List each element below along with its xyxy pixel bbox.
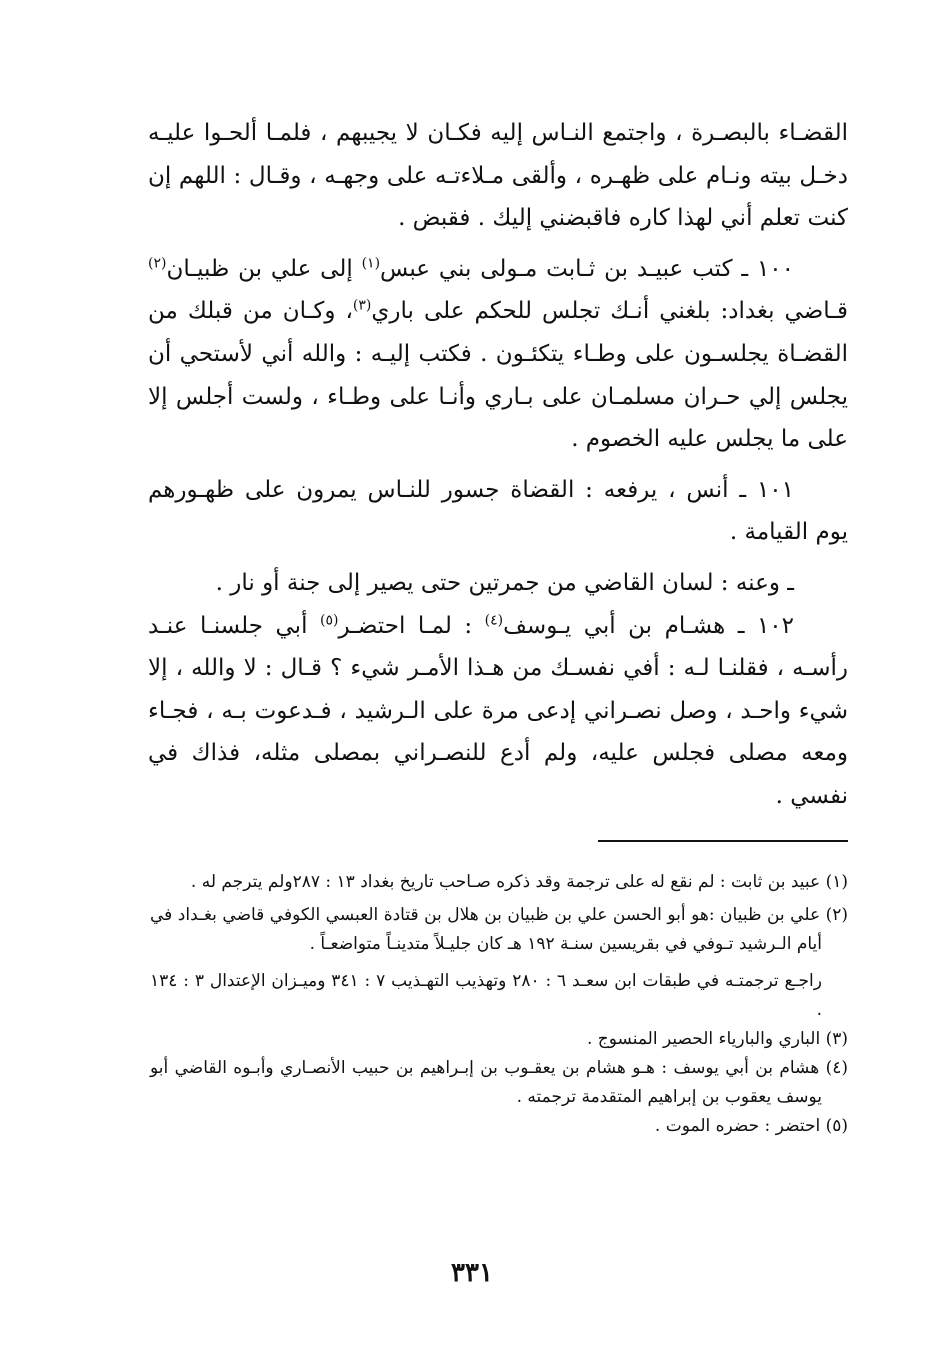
paragraph-continuation: القضـاء بالبصـرة ، واجتمع النـاس إليه فكـان لا يجيبهم ، فلمـا ألحـوا عليـه دخـل بيته ونـام على ظهـره ، وألقى مـلاءتـه على وجهـه ، وقـال : اللهم إن كنت تعلم أني لهذا كاره فاقبضني إليك . فقبض .	[148, 120, 848, 232]
footnote-ref-1[interactable]: (١)	[361, 255, 381, 272]
paragraph-100-part-d: ، وكـان من قبلك من القضـاة يجلسـون على وطـاء يتكئـون . فكتب إليـه : والله أني لأستحي أن يجلس إلي حـران مسلمـان على بـاري وأنـا على وطـاء ، ولست أجلس إلا على ما يجلس عليه الخصوم .	[148, 298, 848, 453]
footnote-5-text: (٥) احتضر : حضره الموت .	[654, 1116, 848, 1136]
page-number: ٣٣١	[451, 1258, 493, 1288]
footnote-1	[150, 868, 848, 897]
footnote-3-text: (٣) الباري والبارياء الحصير المنسوج .	[586, 1029, 848, 1049]
paragraph-101: ١٠١ ـ أنس ، يرفعه : القضاة جسور للنـاس يمرون على ظهـورهم يوم القيامة .	[148, 476, 848, 546]
footnote-ref-2[interactable]: (٢)	[148, 255, 167, 272]
footnote-4	[150, 1054, 848, 1112]
paragraph-102	[148, 605, 848, 818]
paragraph-102-part-a: ١٠٢ ـ هشـام بن أبي يـوسف	[503, 612, 795, 639]
paragraph-wa-anhu: ـ وعنه : لسان القاضي من جمرتين حتى يصير إلى جنة أو نار .	[215, 569, 794, 596]
paragraph-100-part-c: قـاضي بغداد: بلغني أنـك تجلس للحكم على باري	[371, 298, 848, 325]
footnotes	[150, 868, 848, 1141]
paragraph-100-part-a: ١٠٠ ـ كتب عبيـد بن ثـابت مـولى بني عبس	[380, 255, 794, 282]
paragraph-100	[148, 248, 848, 461]
footnote-5	[150, 1112, 848, 1141]
footnote-2-references: راجـع ترجمتـه في طبقات ابن سعـد ٦ : ٢٨٠ وتهذيب التهـذيب ٧ : ٣٤١ وميـزان الإعتدال ٣ : ١٣٤ .	[150, 971, 822, 1020]
main-text	[148, 112, 848, 818]
footnote-1-text: (١) عبيد بن ثابت : لم نقع له على ترجمة وقد ذكره صـاحب تاريخ بغداد ١٣ : ٢٨٧ولم يترجم له .	[190, 872, 848, 892]
paragraph-100-part-b: إلى علي بن ظبيـان	[166, 255, 362, 282]
footnote-separator	[598, 840, 848, 842]
paragraph-102-part-c: أبي جلسنـا عنـد رأسـه ، فقلنـا لـه : أفي نفسـك من هـذا الأمـر شيء ؟ قـال : لا والله ، إلا شيء واحـد ، وصل نصـراني إدعى مرة على الـرشيد ، فـدعوت بـه ، فجـاء ومعه مصلى فجلس عليه، ولم أدع للنصـراني بمصلى مثله، فذاك في نفسي .	[148, 612, 848, 809]
paragraph-102-part-b: : لمـا احتضـر	[338, 612, 485, 639]
footnote-2	[150, 901, 848, 959]
footnote-ref-3[interactable]: (٣)	[352, 297, 372, 314]
footnote-3	[150, 1025, 848, 1054]
footnote-2-text: (٢) علي بن ظبيان :هو أبو الحسن علي بن ظبيان بن هلال بن قتادة العبسي الكوفي قاضي بغـداد في أيام الـرشيد تـوفي في بقريسين سنـة ١٩٢ هـ كان جليـلاً متدينـاً متواضعـاً .	[150, 905, 848, 954]
footnote-4-text: (٤) هشام بن أبي يوسف : هـو هشام بن يعقـوب بن إبـراهيم بن حبيب الأنصـاري وأبـوه القاضي أبو يوسف يعقوب بن إبراهيم المتقدمة ترجمته .	[150, 1058, 848, 1107]
footnote-ref-4[interactable]: (٤)	[484, 611, 504, 628]
footnote-ref-5[interactable]: (٥)	[319, 611, 339, 628]
